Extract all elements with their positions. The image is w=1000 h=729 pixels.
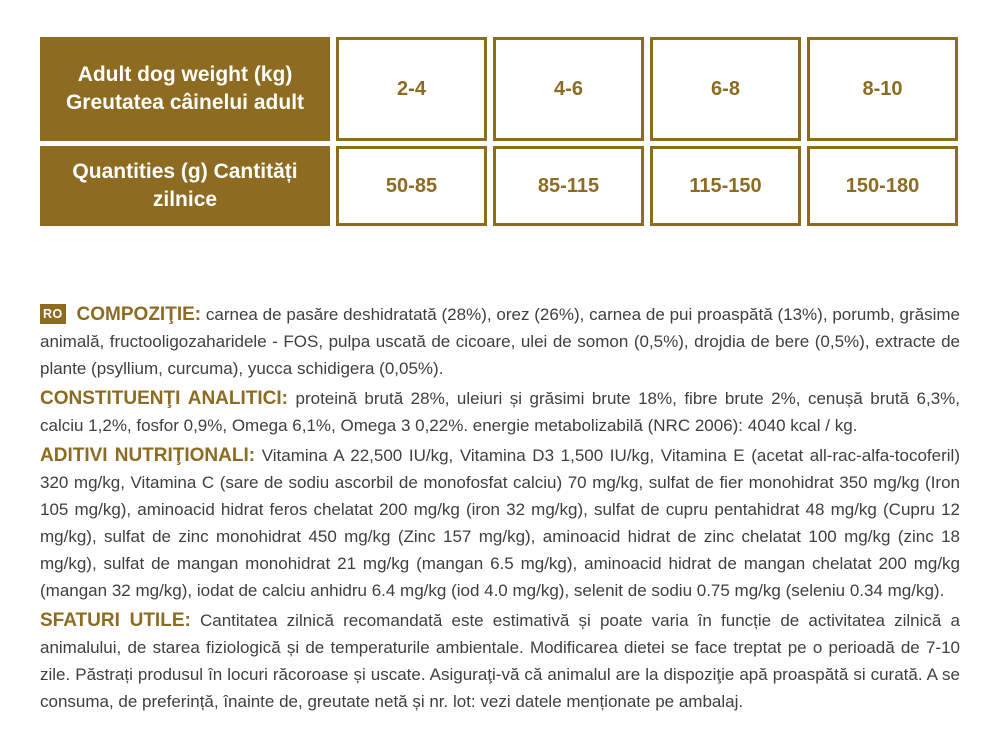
section-heading: COMPOZIŢIE:: [76, 304, 202, 325]
quantity-header-line1: Quantities (g) Cantități: [72, 159, 298, 183]
section-useful-tips: [40, 607, 960, 715]
section-heading: CONSTITUENŢI ANALITICI:: [40, 388, 288, 409]
section-body: Cantitatea zilnică recomandată este estimativă și poate varia în funcție de activitatea zilnică a animalului, de starea fiziologică și de temperaturile ambientale. Modificarea dietei se face treptat pe o perioadă de 7-10 zile. Păstrați produsul în locuri răcoroase și uscate. Asiguraţi-vă că animalul are la dispoziţie apă proaspătă si curată. A se consuma, de preferință, înainte de, greutate netă și nr. lot: vezi datele menționate pe ambalaj.: [40, 611, 960, 711]
weight-value-cell: 6-8: [650, 37, 801, 141]
quantity-value-cell: 150-180: [807, 146, 958, 226]
weight-header-line1: Adult dog weight (kg): [77, 62, 293, 86]
ro-language-badge: RO: [40, 304, 66, 324]
section-body: proteină brută 28%, uleiuri și grăsimi brute 18%, fibre brute 2%, cenușă brută 6,3%, calciu 1,2%, fosfor 0,9%, Omega 6,1%, Omega 3 0,22%. energie metabolizabilă (NRC 2006): 4040 kcal / kg.: [40, 389, 960, 435]
weight-value-cell: 4-6: [493, 37, 644, 141]
quantity-header-cell: [40, 146, 330, 226]
weight-header-cell: [40, 37, 330, 141]
section-body: Vitamina A 22,500 IU/kg, Vitamina D3 1,500 IU/kg, Vitamina E (acetat all-rac-alfa-tocoferil) 320 mg/kg, Vitamina C (sare de sodiu ascorbil de monofosfat calciu) 70 mg/kg, sulfat de fier monohidrat 350 mg/kg (Iron 105 mg/kg), aminoacid hidrat feros chelatat 200 mg/kg (iron 32 mg/kg), sulfat de cupru pentahidrat 48 mg/kg (Cupru 12 mg/kg), sulfat de zinc monohidrat 450 mg/kg (Zinc 157 mg/kg), aminoacid hidrat de zinc chelatat 100 mg/kg (zinc 18 mg/kg), sulfat de mangan monohidrat 21 mg/kg (mangan 6.5 mg/kg), aminoacid hidrat de mangan chelatat 200 mg/kg (mangan 32 mg/kg), iodat de calciu anhidru 6.4 mg/kg (iod 4.0 mg/kg), selenit de sodiu 0.75 mg/kg (seleniu 0.34 mg/kg).: [40, 446, 960, 600]
quantity-value-cell: 50-85: [336, 146, 487, 226]
label-text-block: [40, 301, 960, 715]
quantity-header-line2: zilnice: [152, 188, 218, 211]
section-composition: [40, 301, 960, 382]
weight-value-cell: 8-10: [807, 37, 958, 141]
section-nutritional-additives: [40, 442, 960, 604]
section-heading: ADITIVI NUTRIŢIONALI:: [40, 445, 256, 466]
weight-value-cell: 2-4: [336, 37, 487, 141]
quantity-value-cell: 85-115: [493, 146, 644, 226]
section-analytical-constituents: [40, 385, 960, 439]
feeding-guide-table: [34, 32, 964, 231]
table-row-weight: [40, 37, 958, 141]
quantity-value-cell: 115-150: [650, 146, 801, 226]
section-body: carnea de pasăre deshidratată (28%), orez (26%), carnea de pui proaspătă (13%), porumb, grăsime animală, fructooligozaharidele - FOS, pulpa uscată de cicoare, ulei de somon (0,5%), drojdia de bere (0,5%), extracte de plante (psyllium, curcuma), yucca schidigera (0,05%).: [40, 305, 960, 378]
weight-header-line2: Greutatea câinelui adult: [65, 91, 305, 114]
section-heading: SFATURI UTILE:: [40, 610, 191, 631]
table-row-quantity: [40, 146, 958, 226]
